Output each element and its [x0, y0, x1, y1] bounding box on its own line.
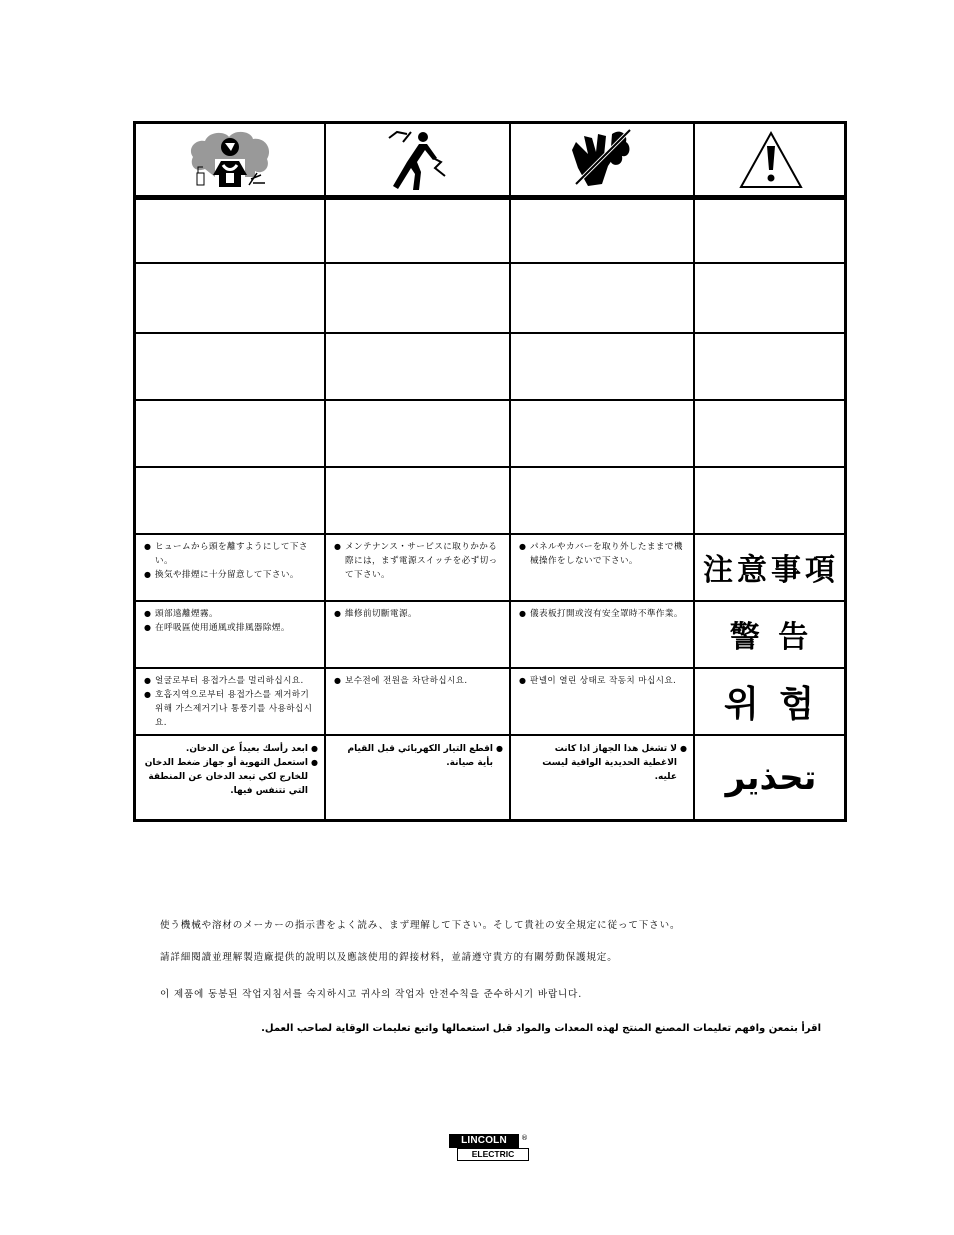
logo-top: LINCOLN: [449, 1134, 519, 1148]
list-item: ● اقطع التيار الكهربائي قبل القيام بأية صيانة.: [334, 742, 503, 770]
korean-warning-label: 위 험: [723, 683, 819, 725]
fumes-hazard-icon: [136, 124, 324, 195]
japanese-warning-label: 注意事項: [703, 553, 839, 588]
list-item: ● استعمل التهوية أو جهاز ضغط الدخان للخارج لكي تبعد الدخان عن المنطقة التي تتنفس فيها.: [144, 756, 318, 798]
list-item: ● 판넬이 열린 상태로 작동치 마십시요.: [519, 674, 687, 688]
list-item: ● لا تشغل هذا الجهاز اذا كانت الاغطية الحديدية الواقية ليست عليه.: [519, 742, 687, 784]
list-item: ● 頭部遠離煙霧。: [144, 607, 318, 621]
chinese-shock-cell: [326, 601, 509, 667]
chinese-parts-cell: [511, 601, 693, 667]
korean-fumes-cell: [136, 668, 324, 734]
logo-bottom: ELECTRIC: [457, 1148, 529, 1161]
list-item: ● ヒュームから頭を離すようにして下さい。: [144, 540, 318, 568]
electric-shock-icon: [326, 124, 509, 195]
header-rule: [136, 195, 844, 200]
list-item: ● 얼굴로부터 용접가스를 멀리하십시요.: [144, 674, 318, 688]
chinese-warning-label: 警 告: [729, 620, 813, 655]
row-divider: [136, 262, 844, 264]
japanese-shock-cell: [326, 534, 509, 600]
list-item: ● メンテナンス・サービスに取りかかる際には，まず電源スイッチを必ず切って下さい。: [334, 540, 503, 582]
footer-arabic: اقرأ بتمعن وافهم تعليمات المصنع المنتج لهذه المعدات والمواد قبل استعمالها واتبع تعليمات الوقاية لصاحب العمل.: [261, 1023, 821, 1034]
lincoln-electric-logo: [449, 1134, 533, 1164]
list-item: ● 보수전에 전원을 차단하십시요.: [334, 674, 503, 688]
arabic-fumes-cell: [136, 736, 324, 819]
footer-japanese: 使う機械や溶材のメーカーの指示書をよく読み、まず理解して下さい。そして貴社の安全規定に従って下さい。: [160, 920, 681, 931]
logo-registered-mark: ®: [521, 1134, 528, 1142]
warning-triangle-icon: [695, 124, 847, 195]
row-divider: [136, 332, 844, 334]
footer-chinese: 請詳細閱讀並理解製造廠提供的說明以及應該使用的銲接材料，並請遵守貴方的有關勞動保護規定。: [160, 952, 618, 963]
chinese-fumes-cell: [136, 601, 324, 667]
list-item: ● 儀表板打開或沒有安全罩時不準作業。: [519, 607, 687, 621]
moving-parts-hazard-icon: [511, 124, 693, 195]
list-item: ● 維修前切斷電源。: [334, 607, 503, 621]
list-item: ● 換気や排煙に十分留意して下さい。: [144, 568, 318, 582]
korean-shock-cell: [326, 668, 509, 734]
row-divider: [136, 399, 844, 401]
arabic-warning-label: تحذير: [725, 757, 817, 798]
arabic-shock-cell: [326, 736, 509, 819]
list-item: ● 호흡지역으로부터 용접가스를 제거하기 위해 가스제거기나 통풍기를 사용하십시요.: [144, 688, 318, 730]
footer-korean: 이 제품에 동봉된 작업지침서를 숙지하시고 귀사의 작업자 안전수칙을 준수하시기 바랍니다.: [160, 989, 583, 1000]
japanese-fumes-cell: [136, 534, 324, 600]
row-divider: [136, 466, 844, 468]
arabic-parts-cell: [511, 736, 693, 819]
safety-warning-table: [133, 121, 847, 822]
list-item: ● 在呼吸區使用通風或排風器除煙。: [144, 621, 318, 635]
list-item: ● ابعد رأسك بعيداً عن الدخان.: [144, 742, 318, 756]
korean-parts-cell: [511, 668, 693, 734]
list-item: ● パネルやカバーを取り外したままで機械操作をしないで下さい。: [519, 540, 687, 568]
japanese-parts-cell: [511, 534, 693, 600]
